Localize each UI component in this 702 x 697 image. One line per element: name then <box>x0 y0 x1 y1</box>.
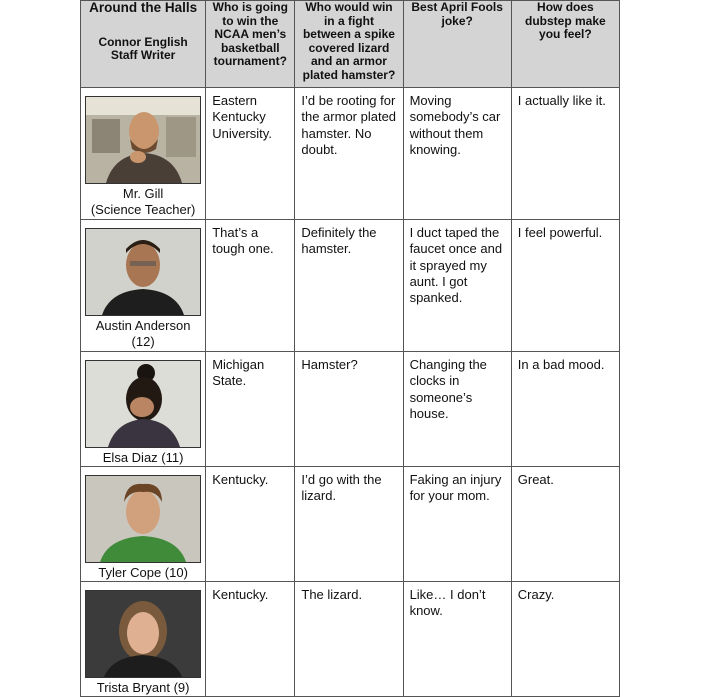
person-cell <box>81 352 206 467</box>
answer-fight: Definitely the hamster. <box>295 220 403 352</box>
person-cell <box>81 88 206 220</box>
question-header-dubstep: How does dubstep make you feel? <box>511 1 619 88</box>
person-name: Elsa Diaz (11) <box>102 450 184 465</box>
answer-april-fools: Moving somebody’s car without them knowing. <box>403 88 511 220</box>
person-cell <box>81 467 206 582</box>
answer-ncaa: That’s a tough one. <box>206 220 295 352</box>
person-cell <box>81 582 206 697</box>
header-row <box>81 1 620 88</box>
answer-fight: Hamster? <box>295 352 403 467</box>
table-row <box>81 88 620 220</box>
table-row <box>81 352 620 467</box>
answer-dubstep: Great. <box>511 467 619 582</box>
answer-dubstep: Crazy. <box>511 582 619 697</box>
person-detail: (Science Teacher) <box>90 201 196 217</box>
answer-fight: The lizard. <box>295 582 403 697</box>
byline-role: Staff Writer <box>110 48 176 63</box>
answer-april-fools: Like… I don’t know. <box>403 582 511 697</box>
answer-april-fools: Faking an injury for your mom. <box>403 467 511 582</box>
survey-table-frame <box>80 0 620 695</box>
portrait-photo-mr-gill <box>85 96 201 184</box>
answer-april-fools: I duct taped the faucet once and it sprayed my aunt. I got spanked. <box>403 220 511 352</box>
header-title-cell <box>81 1 206 88</box>
answer-fight: I’d go with the lizard. <box>295 467 403 582</box>
table-row <box>81 582 620 697</box>
answer-april-fools: Changing the clocks in someone’s house. <box>403 352 511 467</box>
answer-dubstep: I feel powerful. <box>511 220 619 352</box>
table-row <box>81 467 620 582</box>
answer-ncaa: Kentucky. <box>206 467 295 582</box>
answer-dubstep: I actually like it. <box>511 88 619 220</box>
answer-ncaa: Kentucky. <box>206 582 295 697</box>
answer-fight: I’d be rooting for the armor plated hamster. No doubt. <box>295 88 403 220</box>
answer-dubstep: In a bad mood. <box>511 352 619 467</box>
person-name: Austin Anderson <box>95 318 191 333</box>
portrait-photo-austin-anderson <box>85 228 201 316</box>
answer-ncaa: Eastern Kentucky University. <box>206 88 295 220</box>
question-header-ncaa: Who is going to win the NCAA men’s basketball tournament? <box>206 1 295 88</box>
person-cell <box>81 220 206 352</box>
byline-name: Connor English <box>98 34 188 49</box>
person-name: Tyler Cope (10) <box>98 565 188 580</box>
table-row <box>81 220 620 352</box>
person-name: Mr. Gill <box>122 186 164 201</box>
question-header-april-fools: Best April Fools joke? <box>403 1 511 88</box>
portrait-photo-trista-bryant <box>85 590 201 678</box>
answer-ncaa: Michigan State. <box>206 352 295 467</box>
person-name: Trista Bryant (9) <box>96 680 190 695</box>
question-header-fight: Who would win in a fight between a spike covered lizard and an armor plated hamster? <box>295 1 403 88</box>
portrait-photo-elsa-diaz <box>85 360 201 448</box>
person-detail: (12) <box>131 333 155 349</box>
survey-table <box>80 0 620 697</box>
portrait-photo-tyler-cope <box>85 475 201 563</box>
column-title: Around the Halls <box>89 0 198 15</box>
